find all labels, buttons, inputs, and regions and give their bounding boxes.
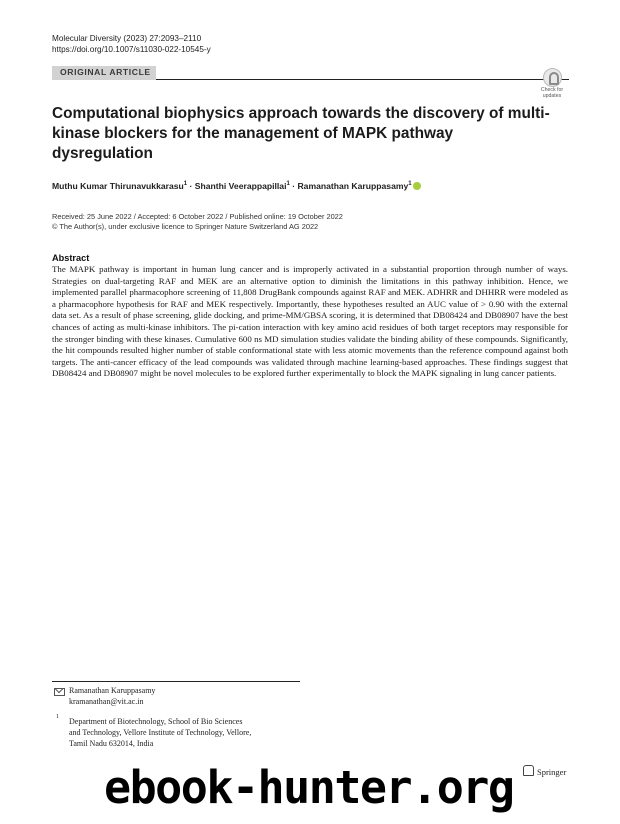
affiliation-line: Department of Biotechnology, School of Bio Sciences xyxy=(69,717,243,726)
doi-link[interactable]: https://doi.org/10.1007/s11030-022-10545-y xyxy=(52,45,211,54)
orcid-icon[interactable] xyxy=(413,182,421,190)
bookmark-icon xyxy=(543,68,562,87)
springer-horse-icon xyxy=(523,765,534,776)
header-divider xyxy=(156,79,569,80)
affiliation-line: Tamil Nadu 632014, India xyxy=(69,739,154,748)
abstract-text: The MAPK pathway is important in human lung cancer and is improperly activated in a substantial proportion through number of ways. Strategies on dual-targeting RAF and MEK are an alternative option to diminish the limitations in this pathway inhibition. Hence, we implemented parallel pharmacophore screening of 11,808 DrugBank compounds against RAF and MEK. ADHRR and DHHRR were modeled as a pharmacophore hypothesis for RAF and MEK respectively. Importantly, these hypotheses resulted an AUC value of > 0.90 with the external data set. As a result of phase screening, glide docking, and prime-MM/GBSA scoring, it is determined that DB08424 and DB08907 have the best chances of acting as multi-kinase inhibitors. The pi-cation interaction with key amino acid residues of both target receptors may responsible for the stronger binding with these kinases. Cumulative 600 ns MD simulation studies validate the binding ability of these compounds. Significantly, the hit compounds resulted higher number of stable conformational state with less atomic movements than the reference compound against both targets. The anti-cancer efficacy of the lead compounds was validated through machine learning-based approaches. These findings suggest that DB08424 and DB08907 might be novel molecules to be explored further experimentally to block the MAPK signaling in lung cancer patients. xyxy=(52,264,568,379)
journal-citation: Molecular Diversity (2023) 27:2093–2110 xyxy=(52,34,202,43)
affiliation-marker: 1 xyxy=(183,181,188,188)
affiliation-number: 1 xyxy=(56,714,59,720)
publication-history: Received: 25 June 2022 / Accepted: 6 October 2022 / Published online: 19 October 2022 xyxy=(52,212,343,221)
check-updates-label: Check for updates xyxy=(540,87,564,99)
abstract-heading: Abstract xyxy=(52,253,90,263)
affiliation-block xyxy=(69,716,299,749)
author-separator: · xyxy=(187,181,195,191)
publisher-logo xyxy=(523,765,566,777)
author-separator: · xyxy=(289,181,298,191)
check-for-updates-badge[interactable] xyxy=(537,68,567,100)
author-name[interactable]: Shanthi Veerappapillai xyxy=(194,181,287,191)
corresponding-author-email[interactable]: kramanathan@vit.ac.in xyxy=(69,697,144,706)
copyright-notice: © The Author(s), under exclusive licence to Springer Nature Switzerland AG 2022 xyxy=(52,222,319,231)
affiliation-marker: 1 xyxy=(286,181,290,188)
corresponding-author-name: Ramanathan Karuppasamy xyxy=(69,686,156,695)
affiliation-marker: 1 xyxy=(408,181,412,188)
article-type-label: ORIGINAL ARTICLE xyxy=(60,67,151,77)
author-list xyxy=(52,181,421,191)
publication-dates xyxy=(52,212,343,232)
author-name[interactable]: Muthu Kumar Thirunavukkarasu xyxy=(52,181,184,191)
journal-header xyxy=(52,33,211,55)
correspondence-block xyxy=(69,685,155,707)
article-title: Computational biophysics approach towards the discovery of multi-kinase blockers for the management of MAPK pathway dysregulation xyxy=(52,105,550,162)
footnote-divider xyxy=(52,681,300,682)
publisher-name: Springer xyxy=(537,767,567,777)
author-name[interactable]: Ramanathan Karuppasamy xyxy=(297,181,409,191)
watermark-text: ebook-hunter.org xyxy=(104,761,514,814)
envelope-icon xyxy=(54,688,65,696)
affiliation-line: and Technology, Vellore Institute of Technology, Vellore, xyxy=(69,728,252,737)
